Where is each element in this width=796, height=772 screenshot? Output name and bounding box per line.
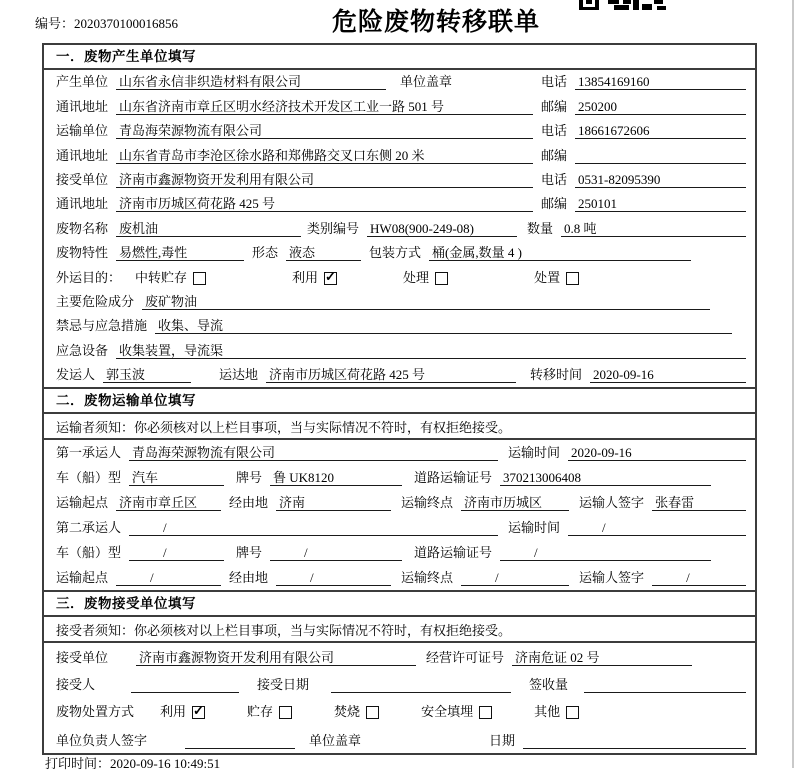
row-vehicle2 [44,540,755,565]
transporter-label: 运输单位 [56,123,109,139]
row-transporter [44,119,755,143]
receive-date-label: 接受日期 [257,677,310,693]
disposal-option-utilize [160,701,205,720]
disposal-option-landfill-label: 安全填埋 [421,704,474,720]
receiver-notice [44,617,755,643]
receiving-person-value [131,678,239,693]
origin2-value: / [116,570,221,586]
row-taboo-measures [44,314,755,338]
purpose-option-transit [135,267,206,286]
dest-value: 济南市历城区荷花路 425 号 [266,367,516,383]
checkbox-disposal-landfill [479,706,492,719]
checkbox-utilize [324,272,337,285]
page-right-edge [792,0,794,768]
chief-signature-label: 单位负责人签字 [56,733,148,749]
section-receiver [44,590,755,753]
purpose-option-dispose-label: 处置 [534,269,561,285]
transfer-form [42,43,757,755]
receiving-person-label: 接受人 [56,677,96,693]
quantity-value: 0.8 吨 [561,221,746,237]
receiving-unit-value: 济南市鑫源物资开发利用有限公司 [136,650,416,666]
receiving-unit-label: 接受单位 [56,650,109,666]
dest2-value: / [461,570,569,586]
purpose-option-transit-label: 中转贮存 [135,269,188,285]
road-no1-value: 370213006408 [500,470,711,486]
checkbox-treat [435,272,448,285]
receiver-value: 济南市鑫源物资开发利用有限公司 [116,172,533,188]
packing-label: 包装方式 [369,245,422,261]
transporter-notice-text: 运输者须知：你必须核对以上栏目事项，当与实际情况不符时，有权拒绝接受。 [56,419,512,435]
origin-label: 运输起点 [56,495,109,511]
form-header [0,0,796,43]
plate-label: 牌号 [236,470,263,486]
seal-label: 单位盖章 [400,74,453,90]
row-transporter-address [44,143,755,167]
disposal-option-store [247,701,292,720]
row-shipper [44,363,755,387]
print-time-value: 2020-09-16 10:49:51 [110,756,221,771]
transfer-time-value: 2020-09-16 [590,367,746,383]
shipper-value: 郭玉波 [103,367,191,383]
vehicle1-value: 汽车 [129,470,224,486]
transporter-zip [575,149,746,164]
print-time [45,753,220,772]
phone-label: 电话 [541,123,568,139]
producer-phone: 13854169160 [575,74,746,90]
phone-label: 电话 [541,74,568,90]
shipper-label: 发运人 [56,367,96,383]
form-label: 形态 [252,245,279,261]
checkbox-disposal-store [279,706,292,719]
purpose-option-utilize-label: 利用 [292,269,319,285]
producer-zip: 250200 [575,99,746,115]
carrier1-value: 青岛海荣源物流有限公司 [129,445,498,461]
signed-qty-label: 签收量 [529,677,569,693]
purpose-option-utilize [292,267,337,286]
transport-time2-value: / [568,520,746,536]
disposal-option-incinerate [334,701,379,720]
unit-seal-label: 单位盖章 [309,733,362,749]
section-producer [44,45,755,387]
receiver-phone: 0531-82095390 [575,172,746,188]
row-producer [44,70,755,94]
vehicle-label: 车（船）型 [56,470,122,486]
checkbox-disposal-utilize [192,706,205,719]
origin1-value: 济南市章丘区 [116,495,221,511]
date-label: 日期 [489,733,516,749]
transporter-address: 山东省青岛市李沧区徐水路和郑佛路交叉口东侧 20 米 [116,148,533,164]
row-disposal-method [44,697,755,724]
dest-label: 运达地 [219,367,259,383]
license-label: 经营许可证号 [426,650,505,666]
disposal-option-store-label: 贮存 [247,704,274,720]
qr-code-fragment-icon [578,0,668,10]
hazard-label: 主要危险成分 [56,293,135,309]
print-time-label: 打印时间： [45,756,111,771]
producer-address: 山东省济南市章丘区明水经济技术开发区工业一路 501 号 [116,99,533,115]
waste-name-label: 废物名称 [56,220,109,236]
route-dest-label: 运输终点 [401,495,454,511]
via-label: 经由地 [229,495,269,511]
row-producer-address [44,94,755,118]
receiver-notice-text: 接受者须知：你必须核对以上栏目事项，当与实际情况不符时，有权拒绝接受。 [56,622,512,638]
row-hazard-components [44,290,755,314]
address-label: 通讯地址 [56,196,109,212]
address-label: 通讯地址 [56,98,109,114]
character-value: 易燃性,毒性 [116,245,244,261]
via-label: 经由地 [229,570,269,586]
section-producer-title: 一．废物产生单位填写 [44,45,755,70]
row-purpose [44,265,755,289]
sign-label: 运输人签字 [579,495,645,511]
disposal-option-utilize-label: 利用 [160,704,187,720]
plate2-value: / [270,545,402,561]
license-value: 济南危证 02 号 [512,650,692,666]
receiver-zip: 250101 [575,196,746,212]
zip-label: 邮编 [541,98,568,114]
row-receiving-unit [44,643,755,670]
row-emergency-equipment [44,338,755,362]
receiver-label: 接受单位 [56,171,109,187]
carrier2-label: 第二承运人 [56,520,122,536]
equipment-value: 收集装置，导流渠 [116,343,746,359]
purpose-option-treat [403,267,448,286]
sign-label: 运输人签字 [579,570,645,586]
category-value: HW08(900-249-08) [367,221,517,237]
route-dest-label: 运输终点 [401,570,454,586]
sign1-value: 张春雷 [652,495,746,511]
purpose-label: 外运目的： [56,269,122,285]
producer-label: 产生单位 [56,74,109,90]
section-transporter [44,387,755,590]
transport-time1-value: 2020-09-16 [568,445,746,461]
serial-value: 2020370100016856 [74,16,179,31]
disposal-option-other-label: 其他 [534,704,561,720]
category-label: 类别编号 [307,220,360,236]
row-route1 [44,490,755,515]
character-label: 废物特性 [56,245,109,261]
road-no-label: 道路运输证号 [414,470,493,486]
carrier1-label: 第一承运人 [56,445,122,461]
address-label: 通讯地址 [56,147,109,163]
packing-value: 桶(金属,数量 4 ) [429,245,691,261]
vehicle-label: 车（船）型 [56,545,122,561]
transporter-value: 青岛海荣源物流有限公司 [116,123,533,139]
receiver-address: 济南市历城区荷花路 425 号 [116,196,533,212]
disposal-option-incinerate-label: 焚烧 [334,704,361,720]
disposal-label: 废物处置方式 [56,704,135,720]
via1-value: 济南 [276,495,391,511]
plate-label: 牌号 [236,545,263,561]
row-chief-signature [44,724,755,753]
transport-time-label: 运输时间 [507,520,560,536]
quantity-label: 数量 [527,220,554,236]
transport-time-label: 运输时间 [507,445,560,461]
serial-number [35,13,178,32]
origin-label: 运输起点 [56,570,109,586]
zip-label: 邮编 [541,147,568,163]
row-waste-character [44,241,755,265]
row-receiving-person [44,670,755,697]
road-no2-value: / [500,545,711,561]
row-second-carrier [44,515,755,540]
checkbox-disposal-other [566,706,579,719]
transporter-phone: 18661672606 [575,123,746,139]
hazard-value: 废矿物油 [142,294,710,310]
checkbox-disposal-incinerate [366,706,379,719]
vehicle2-value: / [129,545,224,561]
carrier2-value: / [129,520,498,536]
checkbox-dispose [566,272,579,285]
section-transporter-title: 二．废物运输单位填写 [44,389,755,414]
sign2-value: / [652,570,746,586]
page-title: 危险废物转移联单 [332,9,541,36]
disposal-option-other [534,701,579,720]
row-waste-name [44,216,755,240]
road-no-label: 道路运输证号 [414,545,493,561]
disposal-option-landfill [421,701,492,720]
row-route2 [44,565,755,590]
producer-value: 山东省永信非织造材料有限公司 [116,74,386,90]
date-value [523,734,746,749]
zip-label: 邮编 [541,196,568,212]
signed-qty-value [584,678,746,693]
waste-name-value: 废机油 [116,221,301,237]
receive-date-value [331,678,511,693]
taboo-value: 收集、导流 [155,318,732,334]
row-vehicle1 [44,465,755,490]
plate1-value: 鲁 UK8120 [270,470,402,486]
transporter-notice [44,414,755,440]
equipment-label: 应急设备 [56,342,109,358]
checkbox-transit-storage [193,272,206,285]
transfer-time-label: 转移时间 [530,367,583,383]
via2-value: / [276,570,391,586]
serial-label: 编号： [35,16,75,31]
taboo-label: 禁忌与应急措施 [56,318,148,334]
purpose-option-dispose [534,267,579,286]
dest1-value: 济南市历城区 [461,495,569,511]
section-receiver-title: 三．废物接受单位填写 [44,592,755,617]
form-value: 液态 [286,245,361,261]
row-first-carrier [44,440,755,465]
row-receiver-address [44,192,755,216]
phone-label: 电话 [541,171,568,187]
chief-signature-value [185,734,295,749]
purpose-option-treat-label: 处理 [403,269,430,285]
row-receiver [44,168,755,192]
